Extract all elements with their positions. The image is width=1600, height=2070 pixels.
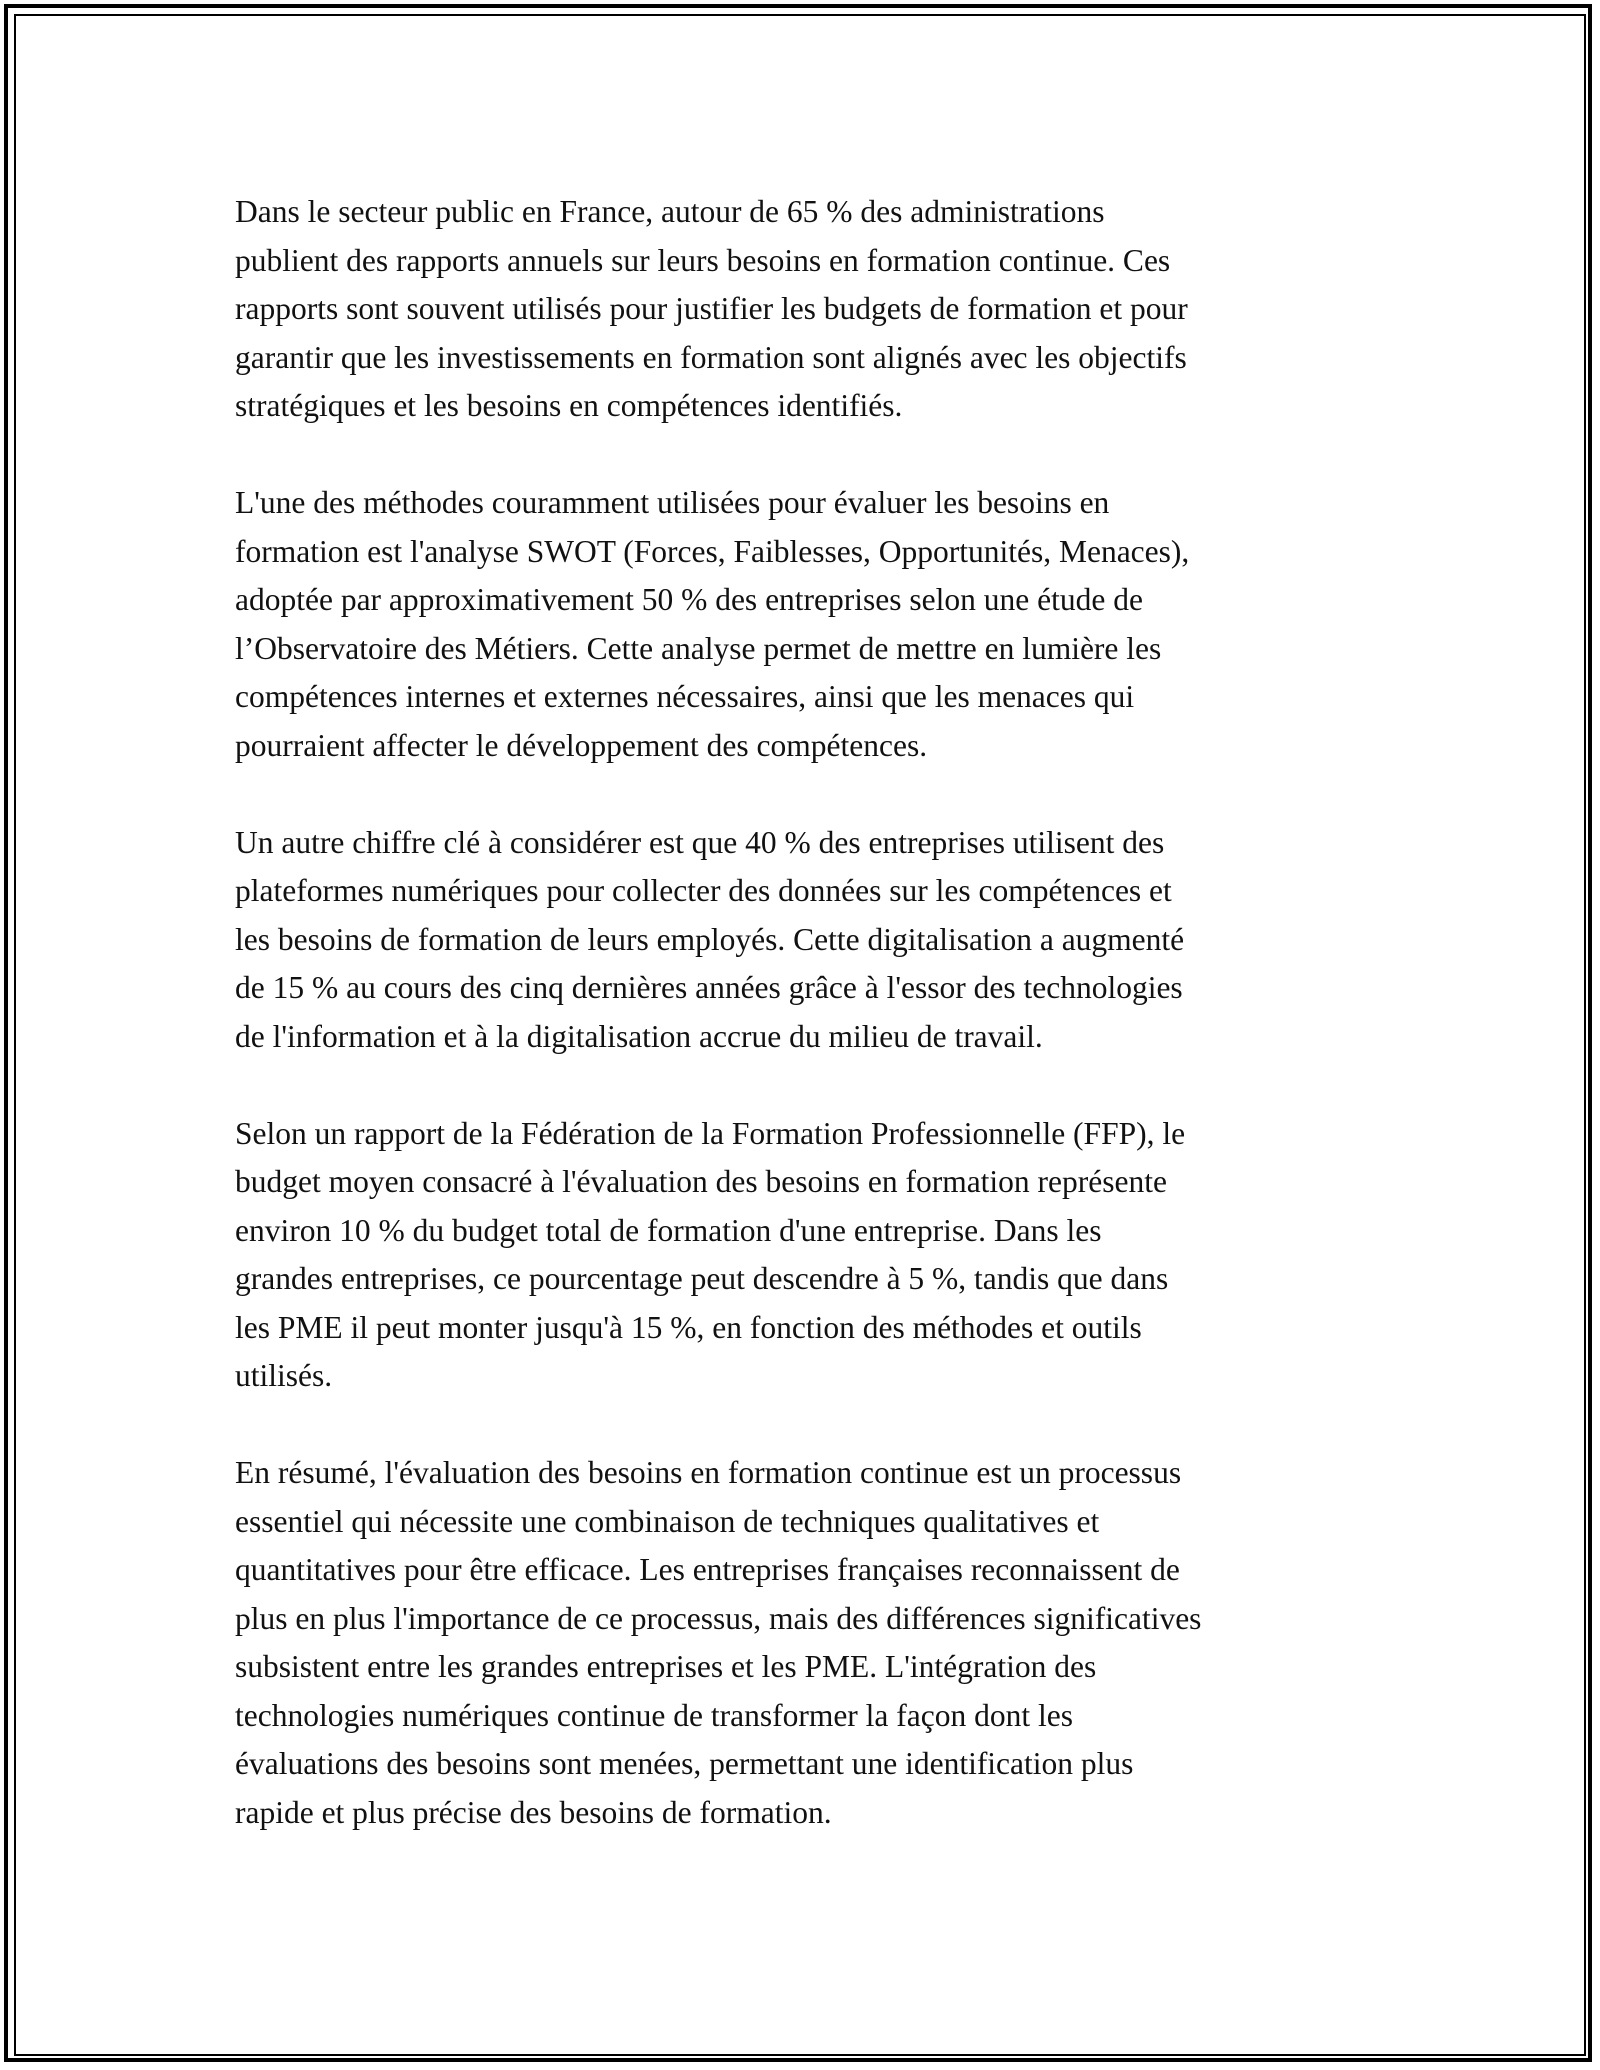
text-line: plus en plus l'importance de ce processus, mais des différences significatives xyxy=(235,1600,1202,1636)
text-line: environ 10 % du budget total de formation d'une entreprise. Dans les xyxy=(235,1212,1102,1248)
text-line: L'une des méthodes couramment utilisées pour évaluer les besoins en xyxy=(235,485,1110,520)
text-line: essentiel qui nécessite une combinaison de techniques qualitatives et xyxy=(235,1503,1100,1539)
text-line: compétences internes et externes nécessaires, ainsi que les menaces qui xyxy=(235,679,1135,714)
text-line: les besoins de formation de leurs employés. Cette digitalisation a augmenté xyxy=(235,921,1185,957)
text-line: l’Observatoire des Métiers. Cette analyse permet de mettre en lumière les xyxy=(235,630,1162,666)
text-line: En résumé, l'évaluation des besoins en formation continue est un processus xyxy=(235,1455,1182,1490)
paragraph-1 xyxy=(235,188,1385,431)
text-line: de 15 % au cours des cinq dernières années grâce à l'essor des technologies xyxy=(235,970,1183,1005)
text-line: les PME il peut monter jusqu'à 15 %, en fonction des méthodes et outils xyxy=(235,1309,1142,1345)
text-line: technologies numériques continue de transformer la façon dont les xyxy=(235,1697,1073,1733)
text-line: stratégiques et les besoins en compétences identifiés. xyxy=(235,388,903,423)
paragraph-5 xyxy=(235,1449,1385,1837)
document-body xyxy=(235,188,1385,1886)
text-line: pourraient affecter le développement des compétences. xyxy=(235,727,928,763)
text-line: Dans le secteur public en France, autour de 65 % des administrations xyxy=(235,194,1105,229)
text-line: rapide et plus précise des besoins de formation. xyxy=(235,1794,832,1830)
paragraph-3 xyxy=(235,819,1385,1062)
text-line: subsistent entre les grandes entreprises et les PME. L'intégration des xyxy=(235,1649,1097,1684)
text-line: évaluations des besoins sont menées, permettant une identification plus xyxy=(235,1746,1134,1781)
text-line: budget moyen consacré à l'évaluation des besoins en formation représente xyxy=(235,1164,1167,1199)
text-line: de l'information et à la digitalisation accrue du milieu de travail. xyxy=(235,1018,1043,1054)
text-line: grandes entreprises, ce pourcentage peut descendre à 5 %, tandis que dans xyxy=(235,1261,1169,1296)
text-line: formation est l'analyse SWOT (Forces, Faiblesses, Opportunités, Menaces), xyxy=(235,533,1190,569)
paragraph-2 xyxy=(235,479,1385,770)
paragraph-4 xyxy=(235,1110,1385,1401)
text-line: utilisés. xyxy=(235,1358,333,1393)
text-line: plateformes numériques pour collecter des données sur les compétences et xyxy=(235,873,1172,908)
text-line: quantitatives pour être efficace. Les entreprises françaises reconnaissent de xyxy=(235,1552,1180,1587)
text-line: garantir que les investissements en formation sont alignés avec les objectifs xyxy=(235,339,1187,375)
text-line: publient des rapports annuels sur leurs besoins en formation continue. Ces xyxy=(235,242,1171,278)
text-line: adoptée par approximativement 50 % des entreprises selon une étude de xyxy=(235,582,1143,617)
text-line: Selon un rapport de la Fédération de la Formation Professionnelle (FFP), le xyxy=(235,1115,1186,1151)
text-line: Un autre chiffre clé à considérer est que 40 % des entreprises utilisent des xyxy=(235,824,1165,860)
text-line: rapports sont souvent utilisés pour justifier les budgets de formation et pour xyxy=(235,291,1188,326)
